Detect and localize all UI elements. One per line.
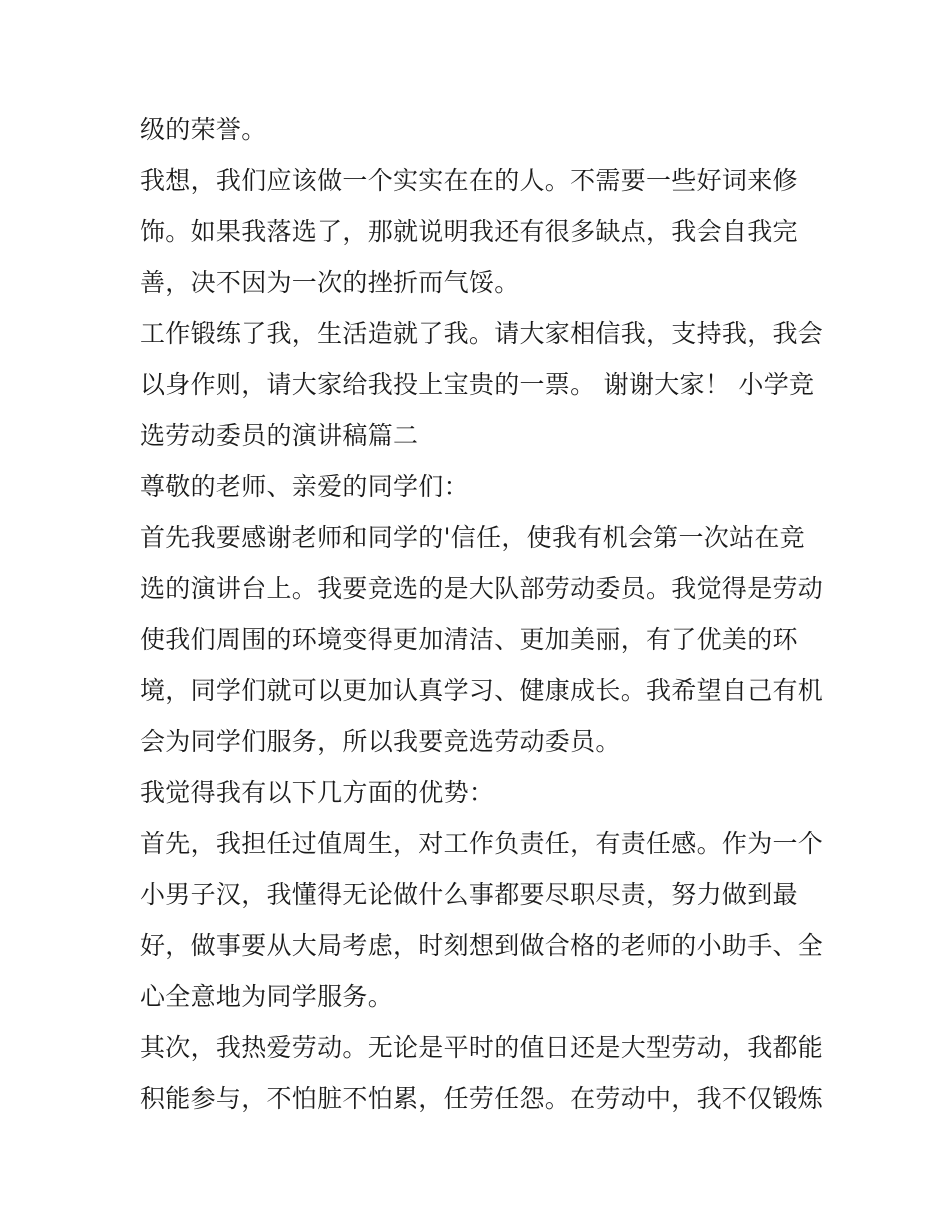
text-line: 尊敬的老师、亲爱的同学们：	[140, 472, 469, 501]
text-line: 工作锻练了我，生活造就了我。请大家相信我，支持我，我会	[140, 319, 824, 348]
text-line: 心全意地为同学服务。	[140, 982, 394, 1011]
text-line: 会为同学们服务，所以我要竞选劳动委员。	[140, 727, 621, 756]
document-text-body	[140, 104, 840, 1124]
text-line: 境，同学们就可以更加认真学习、健康成长。我希望自己有机	[140, 676, 824, 705]
text-line: 好，做事要从大局考虑，时刻想到做合格的老师的小助手、全	[140, 931, 824, 960]
text-line: 以身作则，请大家给我投上宝贵的一票。 谢谢大家！ 小学竞	[140, 370, 815, 399]
text-line: 小男子汉，我懂得无论做什么事都要尽职尽责，努力做到最	[140, 880, 798, 909]
text-line: 首先，我担任过值周生，对工作负责任，有责任感。作为一个	[140, 829, 824, 858]
text-line: 其次，我热爱劳动。无论是平时的值日还是大型劳动，我都能	[140, 1033, 824, 1062]
text-line: 善，决不因为一次的挫折而气馁。	[140, 268, 520, 297]
text-line: 积能参与，不怕脏不怕累，任劳任怨。在劳动中，我不仅锻炼	[140, 1084, 824, 1113]
text-line: 饰。如果我落选了，那就说明我还有很多缺点，我会自我完	[140, 217, 798, 246]
text-line: 首先我要感谢老师和同学的'信任，使我有机会第一次站在竞	[140, 523, 805, 552]
text-line: 我觉得我有以下几方面的优势：	[140, 778, 495, 807]
text-line: 我想，我们应该做一个实实在在的人。不需要一些好词来修	[140, 166, 798, 195]
text-line: 使我们周围的环境变得更加清洁、更加美丽，有了优美的环	[140, 625, 798, 654]
text-line: 选劳动委员的演讲稿篇二	[140, 421, 419, 450]
text-line: 选的演讲台上。我要竞选的是大队部劳动委员。我觉得是劳动	[140, 574, 824, 603]
text-line: 级的荣誉。	[140, 115, 267, 144]
